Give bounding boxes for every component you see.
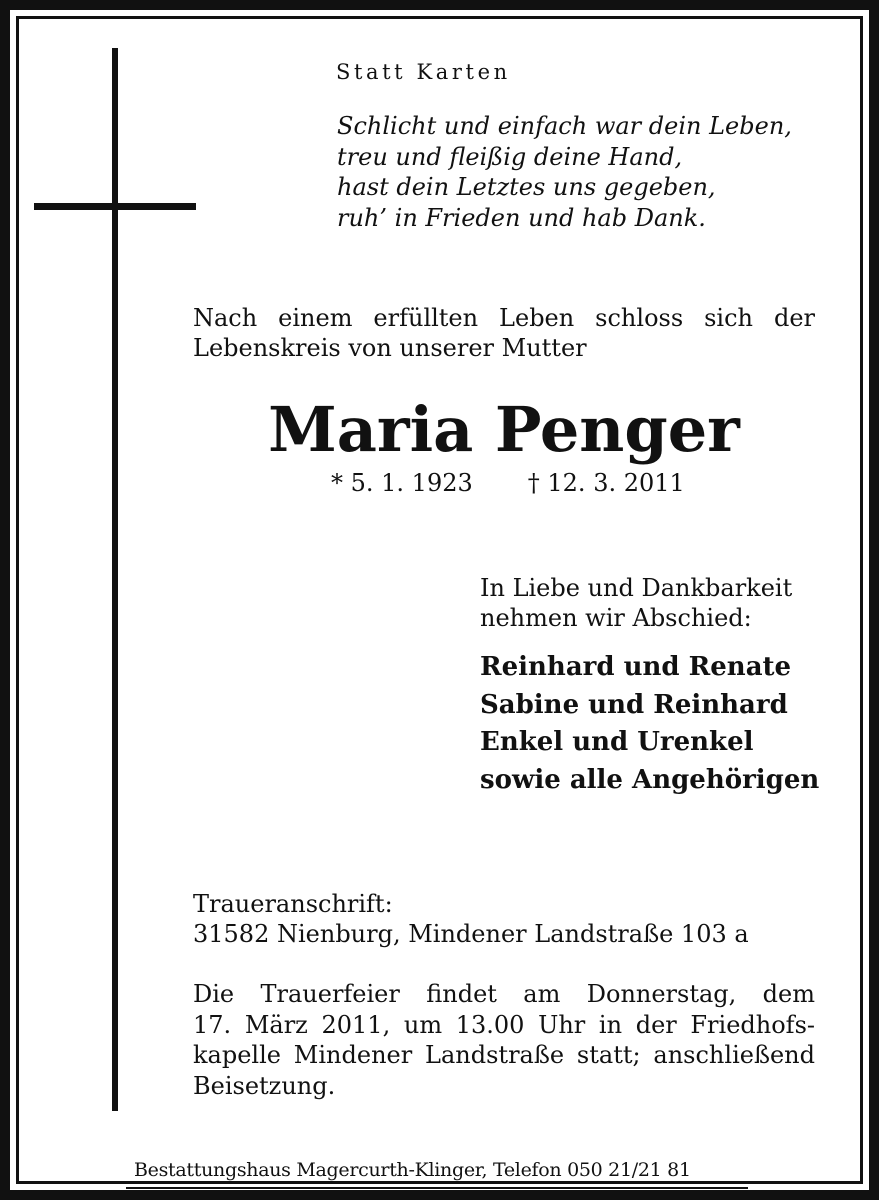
ceremony-line: 17. März 2011, um 13.00 Uhr in der Friedhofs- xyxy=(193,1010,815,1039)
ceremony-line: Die Trauerfeier findet am Donnerstag, dem xyxy=(193,980,815,1008)
death-date: † 12. 3. 2011 xyxy=(527,469,685,497)
cross-horizontal-bar xyxy=(34,203,196,210)
address-line: 31582 Nienburg, Mindener Landstraße 103 a xyxy=(193,920,749,948)
farewell-text xyxy=(480,573,792,633)
intro-line: Nach einem erfüllten Leben schloss sich der xyxy=(193,304,815,332)
family-member: Reinhard und Renate xyxy=(480,652,792,682)
deceased-name: Maria Penger xyxy=(268,393,740,466)
ceremony-line: Beisetzung. xyxy=(193,1071,336,1100)
farewell-line: In Liebe und Dankbarkeit xyxy=(480,574,793,602)
birth-date: * 5. 1. 1923 xyxy=(331,469,473,497)
mourning-address xyxy=(193,889,749,949)
poem xyxy=(337,111,792,233)
family-member: sowie alle Angehörigen xyxy=(480,764,820,795)
poem-line: Schlicht und einfach war dein Leben, xyxy=(337,112,792,140)
family-list xyxy=(480,649,819,799)
intro-paragraph xyxy=(193,303,815,363)
footer-rule xyxy=(126,1187,748,1189)
life-dates xyxy=(331,469,685,497)
footer-text: Bestattungshaus Magercurth-Klinger, Telefon 050 21/21 81 xyxy=(128,1159,697,1181)
family-member: Enkel und Urenkel xyxy=(480,727,754,757)
header-text: Statt Karten xyxy=(336,60,511,84)
address-label: Traueranschrift: xyxy=(193,890,393,918)
ceremony-paragraph xyxy=(193,979,815,1101)
poem-line: ruh’ in Frieden und hab Dank. xyxy=(337,203,706,232)
farewell-line: nehmen wir Abschied: xyxy=(480,604,752,632)
family-member: Sabine und Reinhard xyxy=(480,689,788,720)
ceremony-line: kapelle Mindener Landstraße statt; anschließend xyxy=(193,1041,815,1069)
intro-line: Lebenskreis von unserer Mutter xyxy=(193,334,587,362)
poem-line: hast dein Letztes uns gegeben, xyxy=(337,173,716,201)
poem-line: treu und fleißig deine Hand, xyxy=(337,142,683,171)
